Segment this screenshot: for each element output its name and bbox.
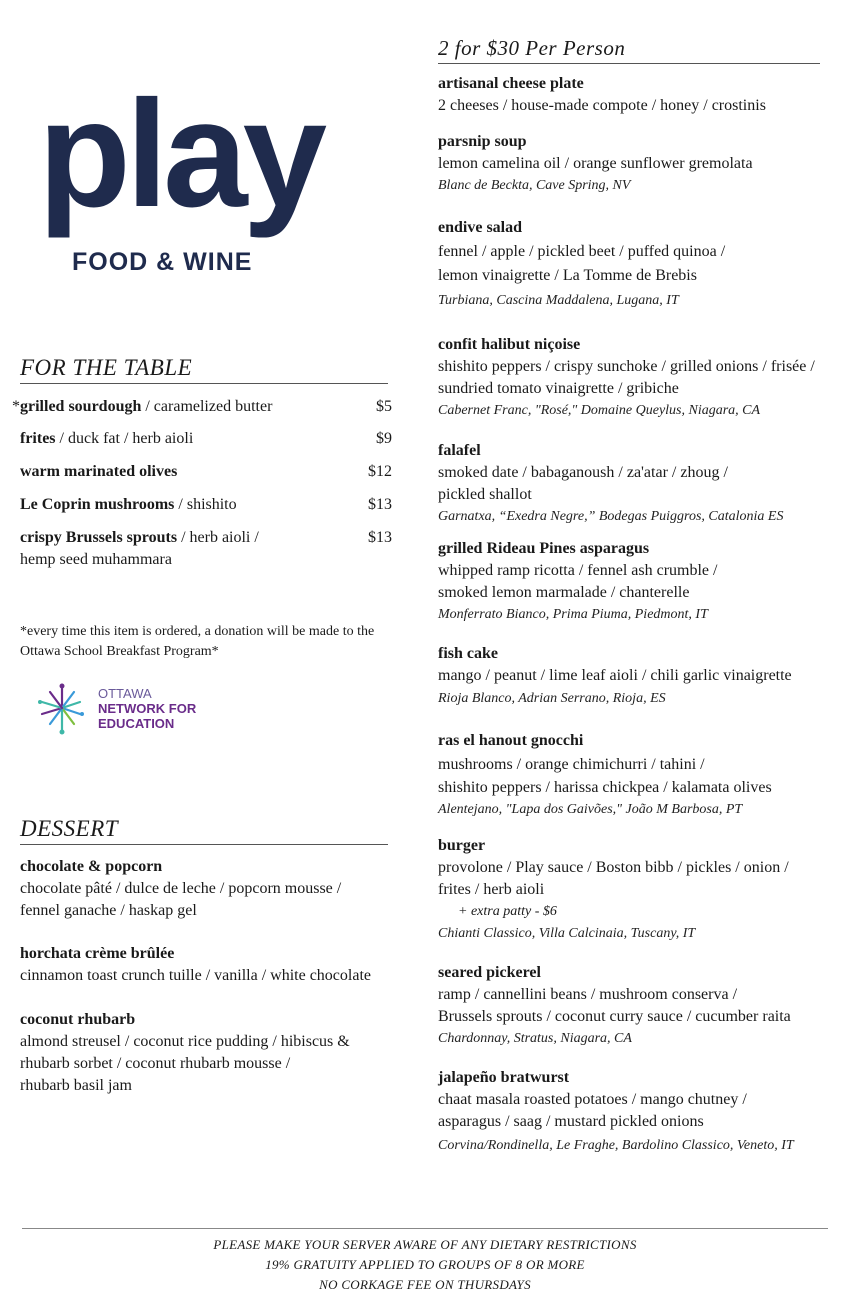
play-logo: [38, 69, 378, 280]
item-desc: / shishito: [174, 496, 237, 513]
item-desc: / duck fat / herb aioli: [55, 430, 194, 447]
dish-desc: lemon vinaigrette / La Tomme de Brebis: [438, 267, 697, 284]
wine-pairing: Monferrato Bianco, Prima Piuma, Piedmont, IT: [438, 607, 708, 622]
dessert-item: [20, 1009, 400, 1097]
item-price: $13: [368, 496, 392, 513]
item-name: frites: [20, 430, 56, 447]
table-item: [20, 527, 392, 571]
dessert-name: chocolate & popcorn: [20, 858, 163, 875]
footer-line: NO CORKAGE FEE ON THURSDAYS: [319, 1277, 531, 1292]
dessert-heading: DESSERT: [20, 816, 388, 845]
item-name: warm marinated olives: [20, 463, 178, 480]
item-price: $9: [376, 430, 392, 447]
dish: [438, 217, 833, 315]
dish-desc: whipped ramp ricotta / fennel ash crumble /: [438, 562, 718, 579]
item-price: $13: [368, 529, 392, 546]
dish-name: endive salad: [438, 219, 523, 236]
footer-notes: [22, 1228, 828, 1295]
ottawa-network-for-education-logo: [36, 682, 216, 738]
dish: [438, 73, 833, 117]
extra-patty-option: + extra patty - $6: [458, 904, 557, 919]
wine-pairing: Corvina/Rondinella, Le Fraghe, Bardolino Classico, Veneto, IT: [438, 1138, 794, 1153]
dessert-name: coconut rhubarb: [20, 1011, 136, 1028]
logo-wordmark: play: [38, 69, 323, 239]
dish-desc: shishito peppers / crispy sunchoke / grilled onions / frisée /: [438, 358, 815, 375]
dish-desc: pickled shallot: [438, 486, 532, 503]
dish: [438, 440, 833, 528]
item-price: $5: [376, 398, 392, 415]
dish-desc: smoked lemon marmalade / chanterelle: [438, 584, 690, 601]
dish: [438, 643, 833, 711]
dessert-desc: chocolate pâté / dulce de leche / popcorn mousse /: [20, 880, 342, 897]
dish-desc: fennel / apple / pickled beet / puffed quinoa /: [438, 243, 726, 260]
note-line: Ottawa School Breakfast Program*: [20, 644, 219, 659]
dish-desc: ramp / cannellini beans / mushroom conserva /: [438, 986, 738, 1003]
item-price: $12: [368, 463, 392, 480]
prix-fixe-heading: 2 for $30 Per Person: [438, 36, 820, 64]
dish-name: fish cake: [438, 645, 498, 662]
item-desc: / caramelized butter: [141, 398, 273, 415]
dish: [438, 835, 833, 945]
dish-desc: chaat masala roasted potatoes / mango chutney /: [438, 1091, 747, 1108]
table-item: [20, 494, 392, 516]
item-name: crispy Brussels sprouts: [20, 529, 178, 546]
dessert-item: [20, 856, 400, 922]
item-name: grilled sourdough: [20, 398, 142, 415]
wine-pairing: Chardonnay, Stratus, Niagara, CA: [438, 1031, 632, 1046]
for-the-table-heading: FOR THE TABLE: [20, 355, 388, 384]
item-desc-line2: hemp seed muhammara: [20, 551, 172, 568]
dessert-desc: fennel ganache / haskap gel: [20, 902, 197, 919]
footer-line: 19% GRATUITY APPLIED TO GROUPS OF 8 OR MORE: [265, 1257, 585, 1272]
dish: [438, 1067, 833, 1159]
dish-name: artisanal cheese plate: [438, 75, 584, 92]
wine-pairing: Alentejano, "Lapa dos Gaivões," João M Barbosa, PT: [438, 802, 743, 817]
dessert-desc: rhubarb sorbet / coconut rhubarb mousse /: [20, 1055, 291, 1072]
item-name: Le Coprin mushrooms: [20, 496, 175, 513]
dessert-desc: almond streusel / coconut rice pudding / hibiscus &: [20, 1033, 350, 1050]
dish-name: parsnip soup: [438, 133, 527, 150]
dish-name: confit halibut niçoise: [438, 336, 581, 353]
dish-desc: asparagus / saag / mustard pickled onions: [438, 1113, 704, 1130]
dish-desc: sundried tomato vinaigrette / gribiche: [438, 380, 679, 397]
partner-line: EDUCATION: [98, 716, 175, 731]
table-item: [12, 396, 392, 418]
note-line: *every time this item is ordered, a donation will be made to the: [20, 624, 375, 639]
item-desc: / herb aioli /: [177, 529, 259, 546]
dessert-name: horchata crème brûlée: [20, 945, 175, 962]
dish-desc: Brussels sprouts / coconut curry sauce / cucumber raita: [438, 1008, 791, 1025]
dish: [438, 962, 833, 1050]
star-marker: *: [12, 398, 20, 415]
wine-pairing: Chianti Classico, Villa Calcinaia, Tuscany, IT: [438, 926, 696, 941]
dish-desc: 2 cheeses / house-made compote / honey / crostinis: [438, 97, 766, 114]
dessert-desc: rhubarb basil jam: [20, 1077, 132, 1094]
starburst-icon: [36, 682, 92, 738]
dessert-item: [20, 943, 400, 987]
dish: [438, 730, 833, 821]
dessert-desc: cinnamon toast crunch tuille / vanilla / white chocolate: [20, 967, 371, 984]
logo-subtitle: FOOD & WINE: [72, 248, 253, 276]
dish-name: falafel: [438, 442, 481, 459]
wine-pairing: Blanc de Beckta, Cave Spring, NV: [438, 178, 631, 193]
wine-pairing: Garnatxa, “Exedra Negre,” Bodegas Puiggros, Catalonia ES: [438, 509, 784, 524]
dish: [438, 538, 833, 626]
table-item: [20, 461, 392, 483]
wine-pairing: Rioja Blanco, Adrian Serrano, Rioja, ES: [438, 691, 666, 706]
dish-desc: frites / herb aioli: [438, 881, 545, 898]
dish-desc: smoked date / babaganoush / za'atar / zhoug /: [438, 464, 728, 481]
dish-name: ras el hanout gnocchi: [438, 732, 584, 749]
footer-line: PLEASE MAKE YOUR SERVER AWARE OF ANY DIETARY RESTRICTIONS: [213, 1237, 637, 1252]
dish-desc: mushrooms / orange chimichurri / tahini /: [438, 756, 705, 773]
dish-desc: lemon camelina oil / orange sunflower gremolata: [438, 155, 753, 172]
dish-name: jalapeño bratwurst: [438, 1069, 570, 1086]
table-item: [20, 428, 392, 450]
wine-pairing: Turbiana, Cascina Maddalena, Lugana, IT: [438, 293, 679, 308]
dish-name: grilled Rideau Pines asparagus: [438, 540, 650, 557]
partner-name: [98, 686, 196, 731]
dish-desc: mango / peanut / lime leaf aioli / chili garlic vinaigrette: [438, 667, 792, 684]
dish-desc: shishito peppers / harissa chickpea / kalamata olives: [438, 779, 772, 796]
partner-line: NETWORK FOR: [98, 701, 197, 716]
dish: [438, 334, 833, 422]
dish-name: seared pickerel: [438, 964, 541, 981]
partner-line: OTTAWA: [98, 686, 152, 701]
dish-desc: provolone / Play sauce / Boston bibb / pickles / onion /: [438, 859, 789, 876]
dish-name: burger: [438, 837, 486, 854]
wine-pairing: Cabernet Franc, "Rosé," Domaine Queylus, Niagara, CA: [438, 403, 761, 418]
dish: [438, 131, 833, 197]
donation-note: [20, 622, 420, 662]
